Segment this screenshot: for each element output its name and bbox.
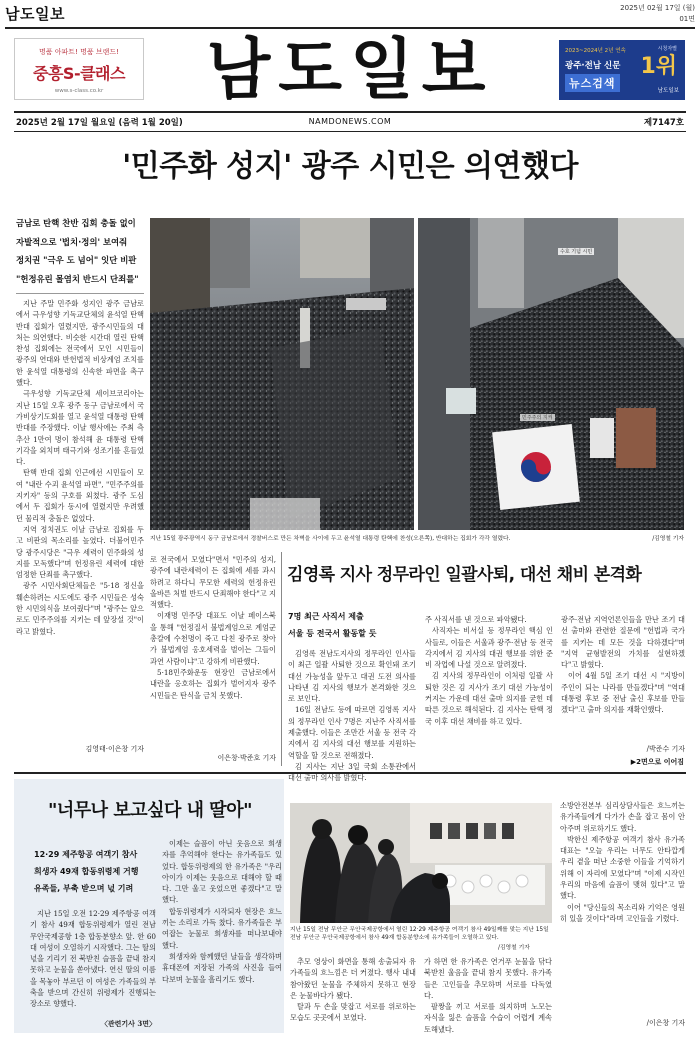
- second-left-column: [150, 554, 276, 754]
- second-right-paragraph: 사직자는 비서실 등 정무라인 핵심 인사들로, 이들은 서울과 광주·전남 등 전국 각지에서 김 지사의 대권 행보를 위한 준비 작업에 나설 것으로 알려졌다.: [425, 626, 553, 670]
- section-divider: [14, 772, 686, 774]
- masthead-title: 남도일보: [206, 31, 494, 108]
- lead-paragraph: 극우성향 기독교단체 세이브코리아는 지난 15일 오후 광주 동구 금남로에서 국가비상기도회를 열고 윤석열 대통령 탄핵 반대를 주장했다. 이날 행사에는 주최 측 추산 1만여 명이 참석해 윤 대통령 탄핵 기각을 외치며 태극기와 성조기를 흔들었다.: [16, 389, 144, 467]
- second-far-byline: /박준수 기자: [646, 745, 685, 753]
- third-col2-paragraph: 이제는 슬픔이 아닌 웃음으로 희생자를 추억해야 한다는 유가족들도 있었다. 합동위령제의 한 유가족은 "우리 아이가 이제는 웃음으로 대해야 할 때다. 그만 울고 웃었으면 좋겠다"고 말했다.: [162, 839, 282, 905]
- top-paper-name: 남도일보: [5, 5, 65, 23]
- ad-right-rank: 1위: [640, 54, 677, 79]
- third-col4-paragraph: 팔짱을 끼고 서로를 의지하며 노모는 자식을 잃은 슬픔을 수습이 어렵게 계속 토해냈다.: [424, 1002, 552, 1034]
- third-col2: [162, 838, 282, 1030]
- third-photo-credit: /김영철 기자: [498, 945, 530, 951]
- dateline-rule-bottom: [14, 131, 686, 132]
- ad-right-years: 2023~2024년 2년 연속: [565, 48, 626, 54]
- lead-paragraph: 지역 정치권도 이날 금남로 집회를 두고 비판의 목소리를 높였다. 더불어민주당 광주시당은 "극우 세력이 민주화의 성지를 모독했다"며 헌정유린 세력에 대한 엄정한 단죄를 촉구했다.: [16, 524, 144, 580]
- second-far-paragraph: 광주·전남 지역언론인들을 만난 조기 대선 출마와 관련한 질문에 "헌법과 국가를 지키는 데 모든 것을 다하겠다"며 "지역 균형발전의 가치를 실현하겠다"고 밝혔다.: [561, 615, 685, 670]
- memorial-photo-drawing: [290, 803, 552, 923]
- lead-photo-caption: 지난 15일 광주광역시 동구 금남로에서 경찰버스로 만든 차벽을 사이에 두고 윤석열 대통령 탄핵에 찬성(오른쪽), 반대하는 집회가 각각 열렸다.: [150, 536, 511, 542]
- lead-paragraph: 지난 주말 민주화 성지인 광주 금남로에서 극우성향 기독교단체의 윤석열 탄핵 반대 집회가 열렸지만, 광주시민들의 대처는 의연했다. 비슷한 시간대 열린 탄핵 찬성 집회에는 전국에서 모인 시민들이 광주의 연대와 반헌법적 비상계엄 조치를 한 윤석열 대통령의 신속한 파면을 촉구했다.: [16, 299, 144, 388]
- third-col5: [560, 800, 685, 1014]
- second-sub-2: 서울 등 전국서 활동할 듯: [288, 629, 377, 638]
- lead-photo-credit: /김영철 기자: [652, 536, 684, 542]
- second-mid-paragraph: 김 지사는 지난 3일 국회 소통관에서 대선 출마 의사를 밝혔다.: [288, 761, 416, 783]
- top-page-number: 01면: [679, 15, 695, 23]
- lead-paragraph: 광주 시민사회단체들은 "5·18 정신을 훼손하려는 시도에도 광주 시민들은 성숙한 시민의식을 보여줬다"며 "광주는 앞으로도 민주주의를 지키는 데 앞장설 것"이라고 밝혔다.: [16, 581, 144, 636]
- lead-subhead-3: 정치권 "극우 도 넘어" 잇단 비판: [16, 255, 137, 265]
- ad-left[interactable]: [14, 38, 144, 100]
- second-mid-paragraph: 16일 전남도 등에 따르면 김영록 지사의 정무라인 인사 7명은 지난주 사직서를 제출했다. 이들은 조만간 서울 등 전국 각지에서 김 지사의 대선 행보를 지원하는 역할을 할 것으로 전해졌다.: [288, 705, 416, 760]
- ad-left-brand: 중흥S-클래스: [33, 64, 125, 83]
- dateline-date: 2025년 2월 17일 월요일 (음력 1월 20일): [16, 118, 183, 128]
- lead-byline: 김영태·이은창 기자: [85, 745, 144, 753]
- ad-left-tagline: 명품 아파트! 명품 브랜드!: [39, 48, 119, 56]
- second-left-paragraph: 로 전국에서 모였다"면서 "민주의 성지, 광주에 내란세력이 든 집회에 세를 과시하려고 하다니 무모한 세력의 헌정유린 올바른 처벌 반드시 단죄해야 한다"고 지적했다.: [150, 555, 276, 610]
- lead-subhead-4: "헌정유린 몰염치 반드시 단죄를": [16, 273, 139, 284]
- lead-paragraph: 탄핵 반대 집회 인근에선 시민들이 모여 "내란 수괴 윤석열 파면", "민주주의를 지키자" 등의 구호를 외쳤다. 광주 도심에서 두 집회가 동시에 열렸지만 우려했던 물리적 충돌은 없었다.: [16, 468, 144, 523]
- second-right-column: [425, 614, 553, 766]
- second-right-paragraph: 주 사직서를 낸 것으로 파악됐다.: [425, 615, 527, 624]
- second-far-column: [561, 614, 685, 754]
- second-mid-paragraph: 김영록 전남도지사의 정무라인 인사들이 최근 일괄 사퇴한 것으로 확인돼 조기 대선 가능성을 앞두고 대권 도전 의사를 나타낸 김 지사의 행보가 본격화한 것으로 보인다.: [288, 649, 416, 704]
- second-jump-link[interactable]: ▶2면으로 이어짐: [630, 758, 684, 766]
- second-left-paragraph: 이재명 민주당 대표도 이날 페이스북을 통해 "헌정질서 불법계엄으로 계엄군 총칼에 수천명이 죽고 다친 광주로 찾아가 불법계엄 옹호세력을 벌이는 그들이 과연 사람이냐"고 강하게 비판했다.: [150, 611, 276, 666]
- lead-photo-flag-text: 민주주의 지켜: [522, 415, 553, 421]
- third-col4: [424, 956, 552, 1034]
- ad-right-region: 광주·전남 신문: [565, 61, 621, 71]
- third-col2-paragraph: 희생자와 함께했던 날들을 생각하며 휴대폰에 저장된 가족의 사진을 들여다보며 눈물을 흘리기도 했다.: [162, 951, 282, 984]
- ad-right[interactable]: [559, 40, 685, 100]
- lead-photo-right: [418, 218, 684, 530]
- second-right-paragraph: 김 지사의 정무라인이 이처럼 일괄 사퇴한 것은 김 지사가 조기 대선 가능성이 커지는 가운데 대선 출마 의지를 굳힌 데 따른 것으로 해석된다. 김 지사는 탄핵 정국 이후 대선 채비를 하고 있다.: [425, 671, 553, 726]
- third-headline[interactable]: "너무나 보고싶다 내 딸아": [48, 800, 252, 821]
- lead-subhead-2: 자발적으로 '법치·정의' 보여줘: [16, 236, 128, 247]
- third-col3: [290, 956, 416, 1034]
- second-far-paragraph: 이어 4월 5일 조기 대선 시 "지방이 주인이 되는 나라를 만들겠다"며 "역대 대통령 후보 중 전남 출신 후보를 만들겠다"고 출마 의지를 재확인했다.: [561, 671, 685, 715]
- lead-body: [16, 298, 144, 740]
- second-headline[interactable]: 김영록 지사 정무라인 일괄사퇴, 대선 채비 본격화: [287, 565, 642, 585]
- third-photo-caption: 지난 15일 전남 무안군 무안국제공항에서 열린 12·29 제주항공 여객기 참사 49일째를 맞는 지난 15일 전남 무안군 무안국제공항에서 참사 49재 합동분향소에 유가족들이 오열하고 있다.: [290, 927, 549, 941]
- third-col1-related: 〈관련기사 3면〉: [100, 1019, 156, 1028]
- third-col5-byline: /이은창 기자: [646, 1019, 685, 1027]
- ad-right-badge-top: 시청자별: [657, 46, 677, 52]
- third-subhead-1: 12·29 제주항공 여객기 참사: [34, 850, 138, 859]
- third-col3-paragraph: 추모 영상이 화면을 통해 송출되자 유가족들의 흐느낌은 더 커졌다. 행사 내내 참아왔던 눈물을 주체하지 못하고 현장은 눈물바다가 됐다.: [290, 957, 416, 1000]
- lead-photo-left: [150, 218, 414, 530]
- third-col1: [30, 908, 156, 1028]
- lead-headline[interactable]: '민주화 성지' 광주 시민은 의연했다: [122, 149, 578, 184]
- third-col2-paragraph: 합동위령제가 시작되자 현장은 흐느끼는 소리로 가득 찼다. 유가족들은 부여잡는 눈물로 희생자를 떠나보내야 했다.: [162, 906, 282, 950]
- lead-subhead-1: 금남로 탄핵 찬반 집회 충돌 없이: [16, 218, 136, 228]
- second-column-divider: [281, 552, 282, 766]
- third-subhead-3: 유족들, 부축 받으며 넋 기려: [34, 884, 134, 893]
- third-subhead-2: 희생자 49재 합동위령제 거행: [34, 867, 139, 876]
- third-col5-paragraph: 소방안전본부 심리상담사들은 흐느끼는 유가족들에게 다가가 손을 잡고 몸이 안아주며 위로하기도 했다.: [560, 801, 685, 833]
- second-sub-1: 7명 최근 사직서 제출: [288, 612, 364, 621]
- lead-subheads: [16, 214, 144, 288]
- top-rule: [5, 27, 695, 29]
- third-col5-paragraph: 박한신 제주항공 여객기 참사 유가족 대표는 "오늘 우리는 너무도 안타깝게 우리 곁을 떠난 소중한 이들을 기억하기 위해 이 자리에 모였다"며 "이제 시작인 우리의 마음에 슬픔이 맺혀 있다"고 말했다.: [560, 834, 685, 901]
- lead-subhead-rule: [16, 293, 144, 294]
- top-date: 2025년 02월 17일 (월): [620, 4, 695, 12]
- third-col3-paragraph: 탈과 두 손을 맞잡고 서로를 위로하는 모습도 곳곳에서 보였다.: [290, 1002, 416, 1023]
- crowd-photo-left-drawing: [150, 218, 414, 530]
- third-col5-paragraph: 이어 "당신들의 목소리와 기억은 영원히 있을 것이다"라며 고인들을 기렸다.: [560, 902, 685, 923]
- ad-right-logo: 남도일보: [657, 88, 679, 94]
- second-left-byline: 이은창·박준호 기자: [217, 754, 276, 762]
- ad-left-url: www.s-class.co.kr: [54, 88, 104, 94]
- third-col4-paragraph: 가 하면 한 유가족은 연거푸 눈물을 닦다 북받친 울음을 끝내 참지 못했다. 유가족들은 고인들을 추모하며 서로를 다독였다.: [424, 957, 552, 1000]
- dateline-issue: 제7147호: [643, 118, 684, 128]
- ad-right-news: 뉴스검색: [565, 74, 620, 92]
- third-subheads: [34, 846, 154, 897]
- dateline-rule-top: [14, 111, 686, 113]
- third-col1-paragraph: 지난 15일 오전 12·29 제주항공 여객기 참사 49재 합동위령제가 열린 전남 무안국제공항 1층 합동분향소 앞. 한 60대 여성이 오열하기 시작했다. 그는 딸의 넋을 기리기 전 북받친 슬픔을 끝내 참지 못하고 눈물을 쏟아냈다. 연신 딸의 이름을 목놓아 부르던 이 여성은 가족들의 부축을 받으며 간신히 위령제가 진행되는 장소로 향했다.: [30, 909, 156, 1009]
- second-mid-column: [288, 648, 416, 783]
- dateline-site: NAMDONEWS.COM: [308, 117, 392, 126]
- second-left-paragraph: 5·18민주화운동 현장인 금남로에서 내란을 옹호하는 집회가 벌어지자 광주시민들은 탄식을 금치 못했다.: [150, 667, 276, 700]
- lead-photo-sign-text: 수호 기념 시민: [560, 249, 593, 255]
- third-photo: [290, 803, 552, 923]
- crowd-photo-right-drawing: [418, 218, 684, 530]
